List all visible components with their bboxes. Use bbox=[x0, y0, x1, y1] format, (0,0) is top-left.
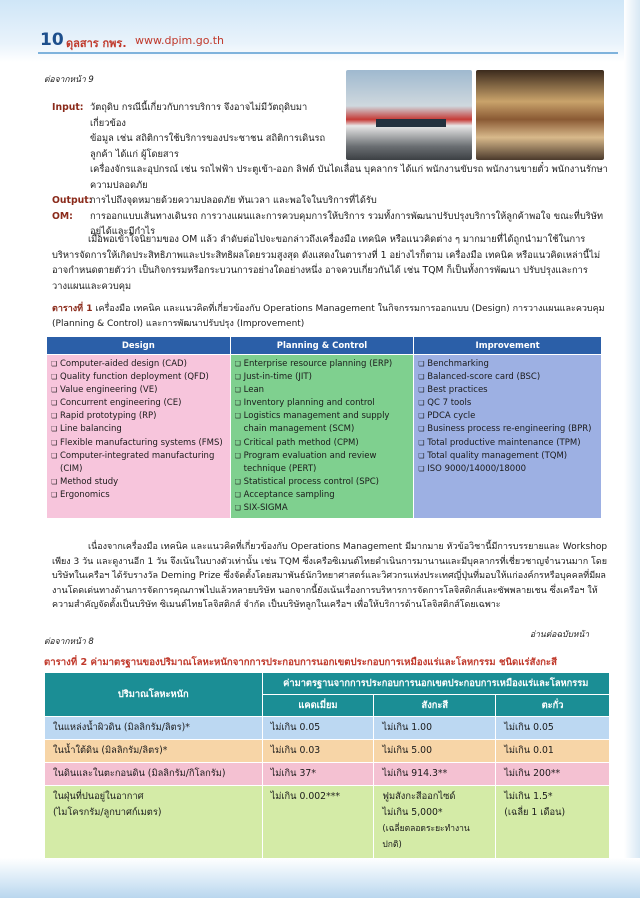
header-improvement: Improvement bbox=[414, 337, 602, 355]
list-item: ❏ Inventory planning and control bbox=[235, 397, 410, 410]
table1-caption-text: เครื่องมือ เทคนิค และแนวคิดที่เกี่ยวข้องกับ Operations Management ในกิจกรรมการออกแบบ (Design) การวางแผนและควบคุม (Planning & Control) และการพัฒนาปรับปรุง (Improvement) bbox=[52, 304, 605, 329]
cell-lead: ไม่เกิน 200** bbox=[496, 763, 610, 786]
list-item: ❏ Balanced-score card (BSC) bbox=[418, 371, 597, 384]
list-item: ❏ QC 7 tools bbox=[418, 397, 597, 410]
io-line: การไปถึงจุดหมายด้วยความปลอดภัย ทันเวลา และพอใจในบริการที่ได้รับ bbox=[90, 195, 377, 206]
list-item: ❏ Business process re-engineering (BPR) bbox=[418, 423, 597, 436]
table-row bbox=[45, 717, 610, 740]
list-item: ❏ PDCA cycle bbox=[418, 410, 597, 423]
cell-line: ไม่เกิน 5,000* bbox=[382, 807, 443, 818]
cell-cadmium: ไม่เกิน 0.05 bbox=[262, 717, 374, 740]
header-zinc: สังกะสี bbox=[374, 695, 496, 717]
cell-line: ฟูมสังกะสีออกไซด์ bbox=[382, 791, 456, 802]
cell-line: (เฉลี่ย 1 เดือน) bbox=[504, 807, 566, 818]
read-next-note: อ่านต่อฉบับหน้า bbox=[530, 630, 590, 640]
list-item: ❏ Best practices bbox=[418, 384, 597, 397]
list-item: ❏ Enterprise resource planning (ERP) bbox=[235, 358, 410, 371]
list-item: ❏ Rapid prototyping (RP) bbox=[51, 410, 226, 423]
cell-cadmium: ไม่เกิน 0.03 bbox=[262, 740, 374, 763]
io-model bbox=[52, 100, 612, 240]
continued-from-note-2: ต่อจากหน้า 8 bbox=[44, 637, 94, 647]
page-number: 10 bbox=[40, 30, 64, 50]
row-label-line: ในฝุ่นที่ปนอยู่ในอากาศ bbox=[53, 791, 144, 802]
list-item: ❏ SIX-SIGMA bbox=[235, 502, 410, 515]
list-item: ❏ Computer-aided design (CAD) bbox=[51, 358, 226, 371]
table-row bbox=[45, 740, 610, 763]
cell-zinc bbox=[374, 786, 496, 860]
cell-lead: ไม่เกิน 0.05 bbox=[496, 717, 610, 740]
table2-caption: ตารางที่ 2 ค่ามาตรฐานของปริมาณโลหะหนักจากการประกอบการนอกเขตประกอบการเหมืองแร่และโลหกรรม ชนิดแร่สังกะสี bbox=[44, 657, 557, 668]
list-item: ❏ Total productive maintenance (TPM) bbox=[418, 437, 597, 450]
header-standard-group: ค่ามาตรฐานจากการประกอบการนอกเขตประกอบการเหมืองแร่และโลหกรรม bbox=[262, 673, 609, 695]
cell-zinc: ไม่เกิน 5.00 bbox=[374, 740, 496, 763]
io-key: Input: bbox=[52, 102, 84, 113]
table-row bbox=[45, 763, 610, 786]
planning-column bbox=[230, 355, 414, 519]
header-cadmium: แคดเมี่ยม bbox=[262, 695, 374, 717]
io-key: OM: bbox=[52, 210, 73, 222]
row-label: ในแหล่งน้ำผิวดิน (มิลลิกรัม/ลิตร)* bbox=[45, 717, 263, 740]
cell-zinc: ไม่เกิน 914.3** bbox=[374, 763, 496, 786]
io-output bbox=[52, 193, 612, 209]
list-item: ❏ Benchmarking bbox=[418, 358, 597, 371]
header-quantity: ปริมาณโลหะหนัก bbox=[45, 673, 263, 717]
footer-decoration bbox=[0, 858, 640, 898]
list-item: ❏ Lean bbox=[235, 384, 410, 397]
intro-paragraph: เมื่อพอเข้าใจนิยามของ OM แล้ว ลำดับต่อไปจะขอกล่าวถึงเครื่องมือ เทคนิค หรือแนวคิดต่าง ๆ มากมายที่ได้ถูกนำมาใช้ในการบริหารจัดการให้เกิดประสิทธิภาพและประสิทธิผลโดยรวมสูงสุด ดังแสดงในตารางที่ 1 อย่างไรก็ตาม เครื่องมือ เทคนิค หรือแนวคิดเหล่านี้ไม่อาจกำหนดตายตัวว่า เป็นกิจกรรมหรือกระบวนการอย่างใดอย่างหนึ่ง อาจควบเกี่ยวกันได้ เช่น TQM ก็เป็นทั้งการพัฒนา ปรับปรุงและการวางแผนและควบคุม bbox=[52, 234, 601, 292]
heavy-metal-standards-table bbox=[44, 672, 610, 860]
cell-lead bbox=[496, 786, 610, 860]
row-label-line: (ไมโครกรัม/ลูกบาศก์เมตร) bbox=[53, 807, 162, 818]
io-key: Output: bbox=[52, 195, 93, 206]
cell-line: ไม่เกิน 1.5* bbox=[504, 791, 553, 802]
website-link[interactable]: www.dpim.go.th bbox=[135, 34, 225, 47]
list-item: ❏ Quality function deployment (QFD) bbox=[51, 371, 226, 384]
io-line: ลูกค้า ได้แก่ ผู้โดยสาร bbox=[90, 148, 179, 160]
page-edge-decoration bbox=[624, 0, 640, 898]
header-lead: ตะกั่ว bbox=[496, 695, 610, 717]
om-tools-table bbox=[46, 336, 602, 519]
row-label bbox=[45, 786, 263, 860]
design-column bbox=[47, 355, 231, 519]
list-item: ❏ Program evaluation and review technique (PERT) bbox=[235, 450, 410, 476]
cell-lead: ไม่เกิน 0.01 bbox=[496, 740, 610, 763]
cell-cadmium: ไม่เกิน 0.002*** bbox=[262, 786, 374, 860]
list-item: ❏ Acceptance sampling bbox=[235, 489, 410, 502]
list-item: ❏ Ergonomics bbox=[51, 489, 226, 502]
cell-zinc: ไม่เกิน 1.00 bbox=[374, 717, 496, 740]
cell-cadmium: ไม่เกิน 37* bbox=[262, 763, 374, 786]
io-line: ข้อมูล เช่น สถิติการใช้บริการของประชาชน สถิติการเดินรถ bbox=[90, 133, 326, 144]
magazine-name: ดุลสาร กพร. bbox=[66, 37, 127, 50]
table1-label: ตารางที่ 1 bbox=[52, 304, 93, 314]
continued-from-note: ต่อจากหน้า 9 bbox=[44, 75, 94, 85]
list-item: ❏ Logistics management and supply chain management (SCM) bbox=[235, 410, 410, 436]
header-divider bbox=[38, 52, 618, 54]
list-item: ❏ Concurrent engineering (CE) bbox=[51, 397, 226, 410]
list-item: ❏ Just-in-time (JIT) bbox=[235, 371, 410, 384]
header-planning: Planning & Control bbox=[230, 337, 414, 355]
list-item: ❏ Critical path method (CPM) bbox=[235, 437, 410, 450]
io-line: เครื่องจักรและอุปกรณ์ เช่น รถไฟฟ้า ประตูเข้า-ออก ลิฟต์ บันไดเลื่อน บุคลากร ได้แก่ พนักงานขับรถ พนักงานขายตั๋ว พนักงานรักษาความปลอดภัย bbox=[90, 164, 608, 191]
header-design: Design bbox=[47, 337, 231, 355]
body-paragraph: เนื่องจากเครื่องมือ เทคนิค และแนวคิดที่เกี่ยวข้องกับ Operations Management มีมากมาย หัวข้อวิชานี้มีการบรรยายและ Workshop เพียง 3 วัน และดูงานอีก 1 วัน จึงเน้นในบางตัวเท่านั้น เช่น TQM ซึ่งเครือซิเมนต์ไทยดำเนินการมานานและมีบุคลากรที่เชี่ยวชาญจำนวนมาก โดยบริษัทในเครือฯ ได้รับรางวัล Deming Prize ซึ่งจัดตั้งโดยสมาพันธ์นักวิทยาศาสตร์และวิศวกรแห่งประเทศญี่ปุ่นที่มอบให้แก่องค์กรหรือบุคคลที่มีผลงานโดดเด่นทางด้านการจัดการคุณภาพไปแล้วหลายบริษัท นอกจากนี้ยังเน้นเรื่องการบริหารการจัดการโลจิสติกส์และซัพพลายเชน ซึ่งเครือฯ ให้ความสำคัญจัดตั้งเป็นบริษัท ซิเมนต์ไทยโลจิสติกส์ จำกัด เป็นบริษัทลูกในเครือฯ เพื่อให้บริการด้านโลจิสติกส์โดยเฉพาะ bbox=[52, 542, 608, 610]
row-label: ในน้ำใต้ดิน (มิลลิกรัม/ลิตร)* bbox=[45, 740, 263, 763]
list-item: ❏ Statistical process control (SPC) bbox=[235, 476, 410, 489]
page-header bbox=[0, 0, 640, 62]
list-item: ❏ Value engineering (VE) bbox=[51, 384, 226, 397]
list-item: ❏ Total quality management (TQM) bbox=[418, 450, 597, 463]
table1-caption bbox=[52, 302, 608, 332]
list-item: ❏ Flexible manufacturing systems (FMS) bbox=[51, 437, 226, 450]
row-label: ในดินและในตะกอนดิน (มิลลิกรัม/กิโลกรัม) bbox=[45, 763, 263, 786]
list-item: ❏ ISO 9000/14000/18000 bbox=[418, 463, 597, 476]
list-item: ❏ Line balancing bbox=[51, 423, 226, 436]
io-line: วัตถุดิบ กรณีนี้เกี่ยวกับการบริการ จึงอาจไม่มีวัตถุดิบมาเกี่ยวข้อง bbox=[90, 102, 308, 129]
improvement-column bbox=[414, 355, 602, 519]
table-row bbox=[45, 786, 610, 860]
cell-line: (เฉลี่ยตลอดระยะทำงานปกติ) bbox=[382, 824, 470, 850]
list-item: ❏ Computer-integrated manufacturing (CIM) bbox=[51, 450, 226, 476]
io-line: การออกแบบเส้นทางเดินรถ การวางแผนและการควบคุมการให้บริการ รวมทั้งการพัฒนาปรับปรุงบริการให้ลูกค้าพอใจ ขณะที่บริษัทอยู่ได้และมีกำไร bbox=[90, 210, 603, 237]
list-item: ❏ Method study bbox=[51, 476, 226, 489]
io-input bbox=[52, 100, 612, 193]
